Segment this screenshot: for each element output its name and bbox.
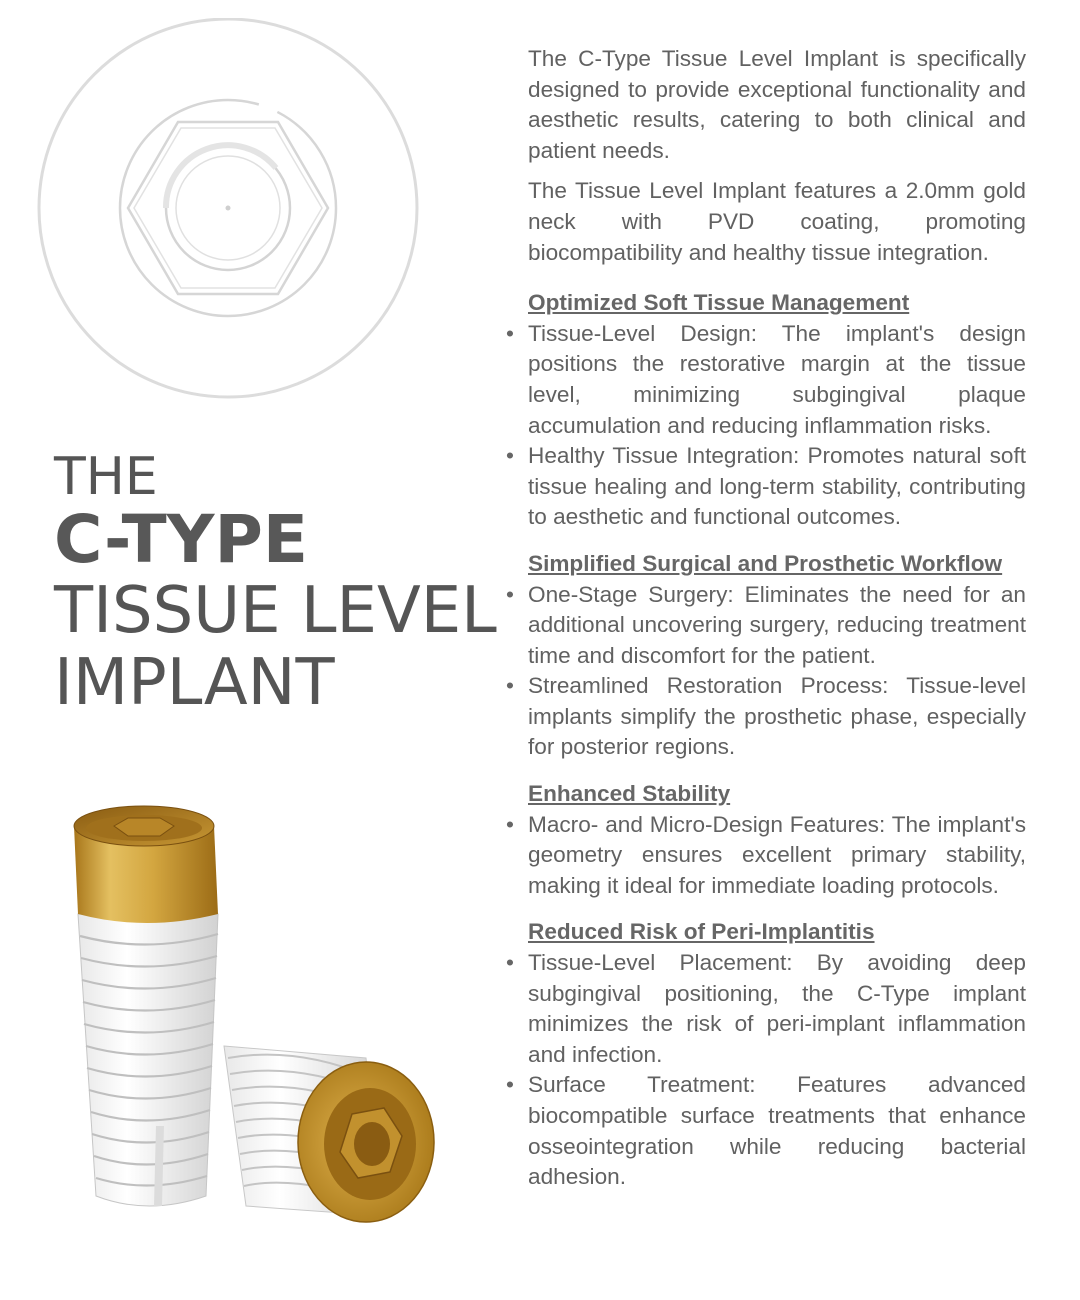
intro-paragraph-2: The Tissue Level Implant features a 2.0mm gold neck with PVD coating, promoting biocompatibility and healthy tissue integration. (528, 178, 1026, 265)
bullet-list-peri-implantitis (506, 948, 1026, 1193)
list-item: • Tissue-Level Design: The implant's design positions the restorative margin at the tissue level, minimizing subgingival plaque accumulation and reducing inflammation risks. (506, 319, 1026, 441)
section-heading-stability: Enhanced Stability (528, 781, 731, 807)
section-heading-peri-implantitis: Reduced Risk of Peri-Implantitis (528, 919, 875, 945)
title-line-1: THE (54, 447, 158, 507)
bullet-list-workflow (506, 580, 1026, 764)
section-heading-soft-tissue: Optimized Soft Tissue Management (528, 290, 910, 316)
list-item: • One-Stage Surgery: Eliminates the need for an additional uncovering surgery, reducing treatment time and discomfort for the patient. (506, 580, 1026, 672)
description-column (506, 44, 1026, 1193)
title-line-2: C-TYPE (54, 501, 308, 578)
list-item: • Streamlined Restoration Process: Tissue-level implants simplify the prosthetic phase, especially for posterior regions. (506, 671, 1026, 763)
title-line-4: IMPLANT (54, 646, 335, 720)
title-line-3: TISSUE LEVEL (54, 574, 497, 648)
dental-implant-illustration (56, 796, 456, 1236)
hex-nut-circle-icon (36, 18, 420, 402)
list-item: • Macro- and Micro-Design Features: The implant's geometry ensures excellent primary stability, making it ideal for immediate loading protocols. (506, 810, 1026, 902)
bullet-list-soft-tissue (506, 319, 1026, 533)
intro-paragraph-1: The C-Type Tissue Level Implant is specifically designed to provide exceptional functionality and aesthetic results, catering to both clinical and patient needs. (528, 46, 1026, 163)
section-heading-workflow: Simplified Surgical and Prosthetic Workflow (528, 550, 1003, 576)
list-item: • Tissue-Level Placement: By avoiding deep subgingival positioning, the C-Type implant minimizes the risk of peri-implant inflammation and infection. (506, 948, 1026, 1070)
list-item: • Healthy Tissue Integration: Promotes natural soft tissue healing and long-term stability, contributing to aesthetic and functional outcomes. (506, 441, 1026, 533)
list-item: • Surface Treatment: Features advanced biocompatible surface treatments that enhance osseointegration while reducing bacterial adhesion. (506, 1070, 1026, 1192)
page-title (54, 448, 497, 718)
bullet-list-stability (506, 810, 1026, 902)
